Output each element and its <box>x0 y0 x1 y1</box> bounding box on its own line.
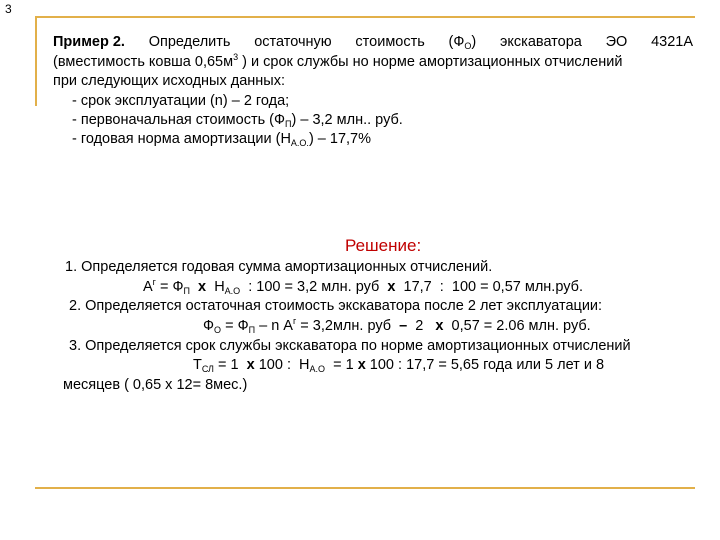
word-3: стоимость <box>355 34 425 50</box>
fo-base: (Ф <box>448 34 465 50</box>
solution-step-2: 2. Определяется остаточная стоимость экскаватора после 2 лет эксплуатации: <box>69 298 603 314</box>
f3-a: Т <box>193 357 202 373</box>
f3-c: 100 : Н <box>254 357 310 373</box>
solution-step-3: 3. Определяется срок службы экскаватора по норме амортизационных отчислений <box>69 338 631 354</box>
f2-b: = Ф <box>221 318 249 334</box>
word-6: экскаватора <box>500 34 582 50</box>
frame-top-line <box>35 16 695 18</box>
fo-sub: О <box>464 41 472 51</box>
f2-minus: – <box>399 318 408 334</box>
f2-b-sub: П <box>248 325 256 335</box>
item3-a: - годовая норма амортизации (Н <box>72 131 291 147</box>
item3-sub: А.О. <box>290 138 309 148</box>
solution-last-line: месяцев ( 0,65 х 12= 8мес.) <box>63 377 248 393</box>
line2-sup: 3 <box>233 52 239 62</box>
f3-x2: х <box>357 357 366 373</box>
f2-a-sub: О <box>214 325 222 335</box>
f2-c: – n А <box>255 318 293 334</box>
f1-c-sub: А.О <box>224 286 241 296</box>
f1-d: : 100 = 3,2 млн. руб <box>240 279 388 295</box>
f2-e: 2 <box>407 318 436 334</box>
f1-e: 17,7 : 100 = 0,57 млн.руб. <box>395 279 583 295</box>
item2-sub: П <box>285 119 292 129</box>
example-line-2 <box>53 53 622 71</box>
frame-bottom-line <box>35 487 695 489</box>
f1-x1: х <box>190 279 215 295</box>
f2-a: Ф <box>203 318 215 334</box>
word-8: 4321А <box>651 34 693 50</box>
line2-part2: ) и срок службы но норме амортизационных отчислений <box>238 54 623 70</box>
f1-b-sub: П <box>183 286 190 296</box>
word-1: Определить <box>148 34 231 50</box>
solution-step-1: 1. Определяется годовая сумма амортизационных отчислений. <box>65 259 493 275</box>
f1-x2: х <box>387 279 396 295</box>
f1-b: = Ф <box>155 279 184 295</box>
example-label: Пример 2. <box>53 34 125 50</box>
example-item-3 <box>72 130 371 148</box>
line2-part1: (вместимость ковша 0,65м <box>53 54 234 70</box>
example-line-1 <box>53 33 693 51</box>
f3-d: = 1 <box>325 357 358 373</box>
f2-x: х <box>435 318 444 334</box>
word-fo <box>449 33 477 51</box>
example-item-2 <box>72 111 403 129</box>
word-7: ЭО <box>605 34 628 50</box>
f2-f: 0,57 = 2.06 млн. руб. <box>443 318 591 334</box>
f2-c-sup: г <box>292 316 297 326</box>
fo-close: ) <box>471 34 477 50</box>
item3-b: ) – 17,7% <box>308 131 372 147</box>
frame-left-line <box>35 16 37 106</box>
example-line-3: при следующих исходных данных: <box>53 73 285 89</box>
f3-b: = 1 <box>213 357 247 373</box>
f1-a: А <box>143 279 153 295</box>
item2-b: ) – 3,2 млн.. руб. <box>291 112 403 128</box>
f1-a-sup: г <box>152 277 156 287</box>
example-item-1: - срок эксплуатации (n) – 2 года; <box>72 93 290 109</box>
word-2: остаточную <box>254 34 332 50</box>
formula-2 <box>203 317 591 335</box>
f1-c: Н <box>214 279 225 295</box>
item2-a: - первоначальная стоимость (Ф <box>72 112 286 128</box>
solution-title: Решение: <box>345 236 422 255</box>
f3-x1: х <box>246 357 255 373</box>
f3-c-sub: А.О <box>309 364 326 374</box>
f3-e: 100 : 17,7 = 5,65 года или 5 лет и 8 <box>365 357 605 373</box>
page-number: 3 <box>5 2 12 16</box>
f3-a-sub: СЛ <box>201 364 214 374</box>
f2-d: = 3,2млн. руб <box>296 318 400 334</box>
formula-3 <box>193 356 604 374</box>
formula-1 <box>143 278 583 296</box>
